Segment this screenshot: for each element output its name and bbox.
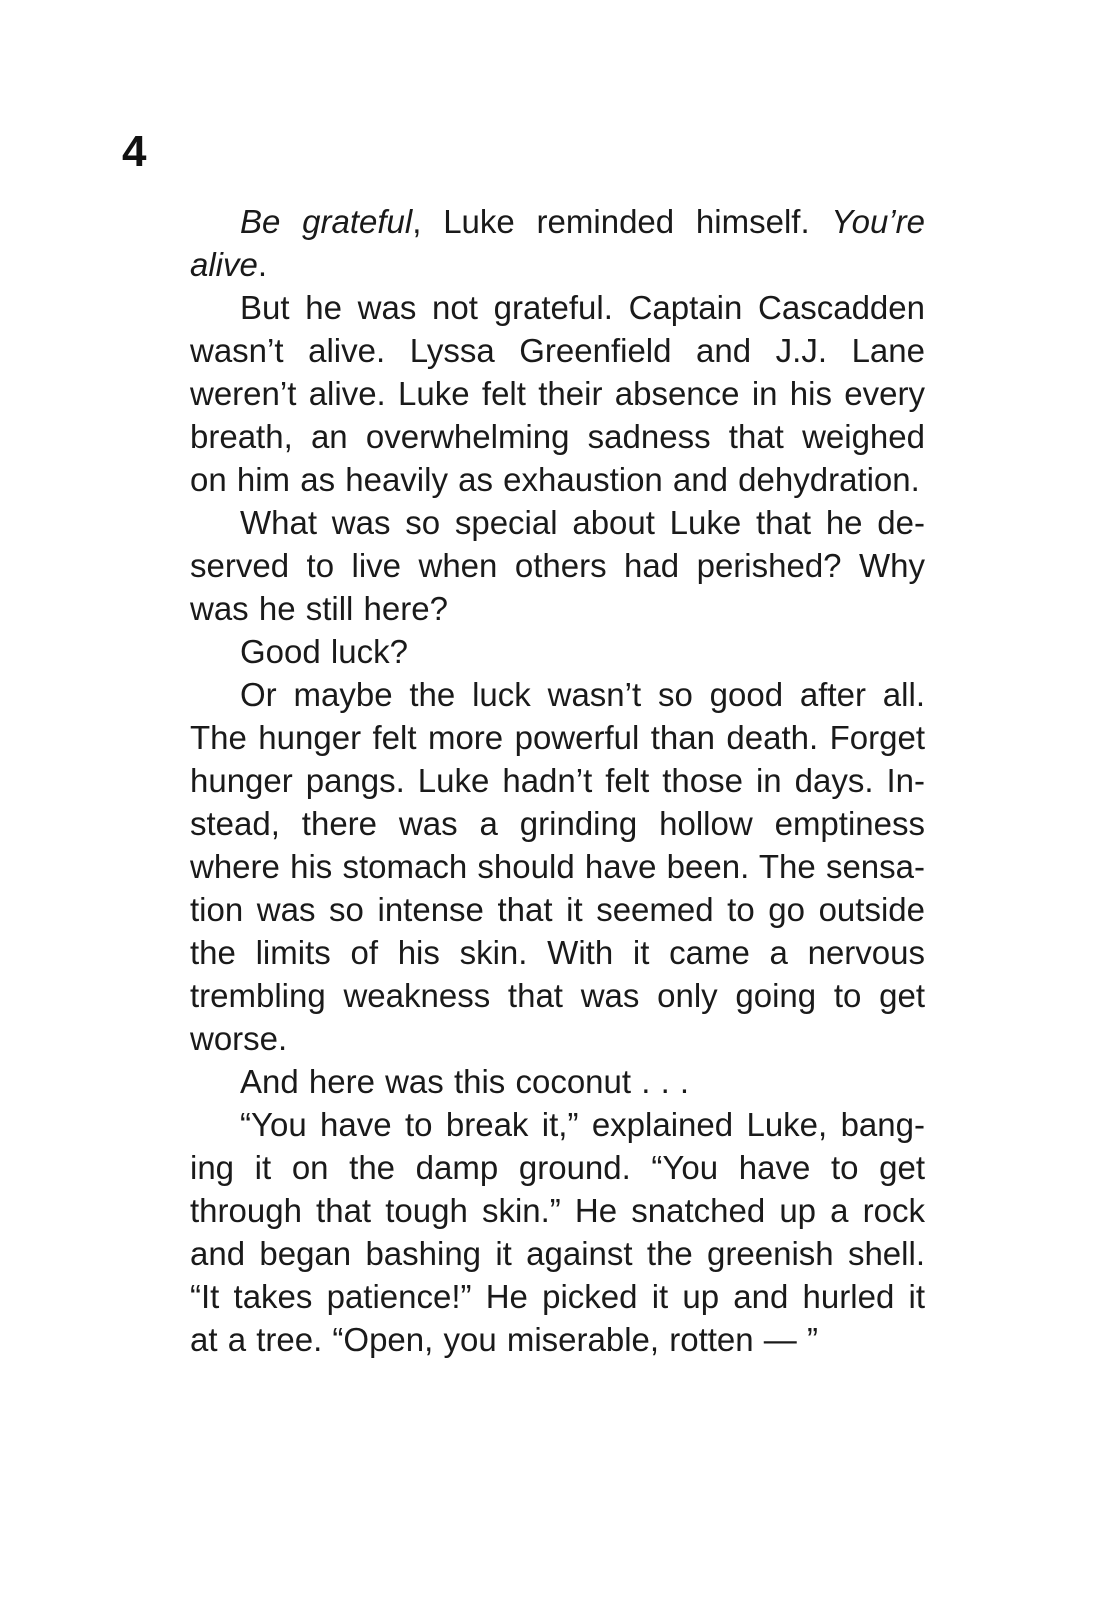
paragraph — [190, 673, 925, 1060]
paragraph — [190, 286, 925, 501]
italic-text: You’re alive — [190, 203, 925, 283]
text-segment: What was so special about Luke that he deserved to live when others had perished? Why was he still here? — [190, 504, 925, 627]
paragraph — [190, 630, 925, 673]
page-number: 4 — [122, 127, 147, 176]
body-text — [190, 200, 925, 1361]
paragraph — [190, 200, 925, 286]
text-segment: But he was not grateful. Captain Cascadden wasn’t alive. Lyssa Greenfield and J.J. Lane weren’t alive. Luke felt their absence in his every breath, an overwhelming sadness that weighed on him as heavily as exhaustion and dehydration. — [190, 289, 925, 498]
italic-text: Be grateful — [240, 203, 413, 240]
text-segment: And here was this coconut . . . — [240, 1063, 690, 1100]
text-segment: “You have to break it,” explained Luke, banging it on the damp ground. “You have to get through that tough skin.” He snatched up a rock and began bashing it against the greenish shell. “It takes patience!” He picked it up and hurled it at a tree. “Open, you miserable, rotten — ” — [190, 1106, 925, 1358]
paragraph — [190, 501, 925, 630]
paragraph — [190, 1103, 925, 1361]
text-segment: . — [257, 246, 268, 283]
text-segment: Or maybe the luck wasn’t so good after all. The hunger felt more powerful than death. Forget hunger pangs. Luke hadn’t felt those in days. Instead, there was a grinding hollow emptiness where his stomach should have been. The sensation was so intense that it seemed to go outside the limits of his skin. With it came a nervous trembling weakness that was only going to get worse. — [190, 676, 925, 1057]
text-segment: , Luke reminded himself. — [412, 203, 832, 240]
paragraph — [190, 1060, 925, 1103]
text-segment: Good luck? — [240, 633, 408, 670]
